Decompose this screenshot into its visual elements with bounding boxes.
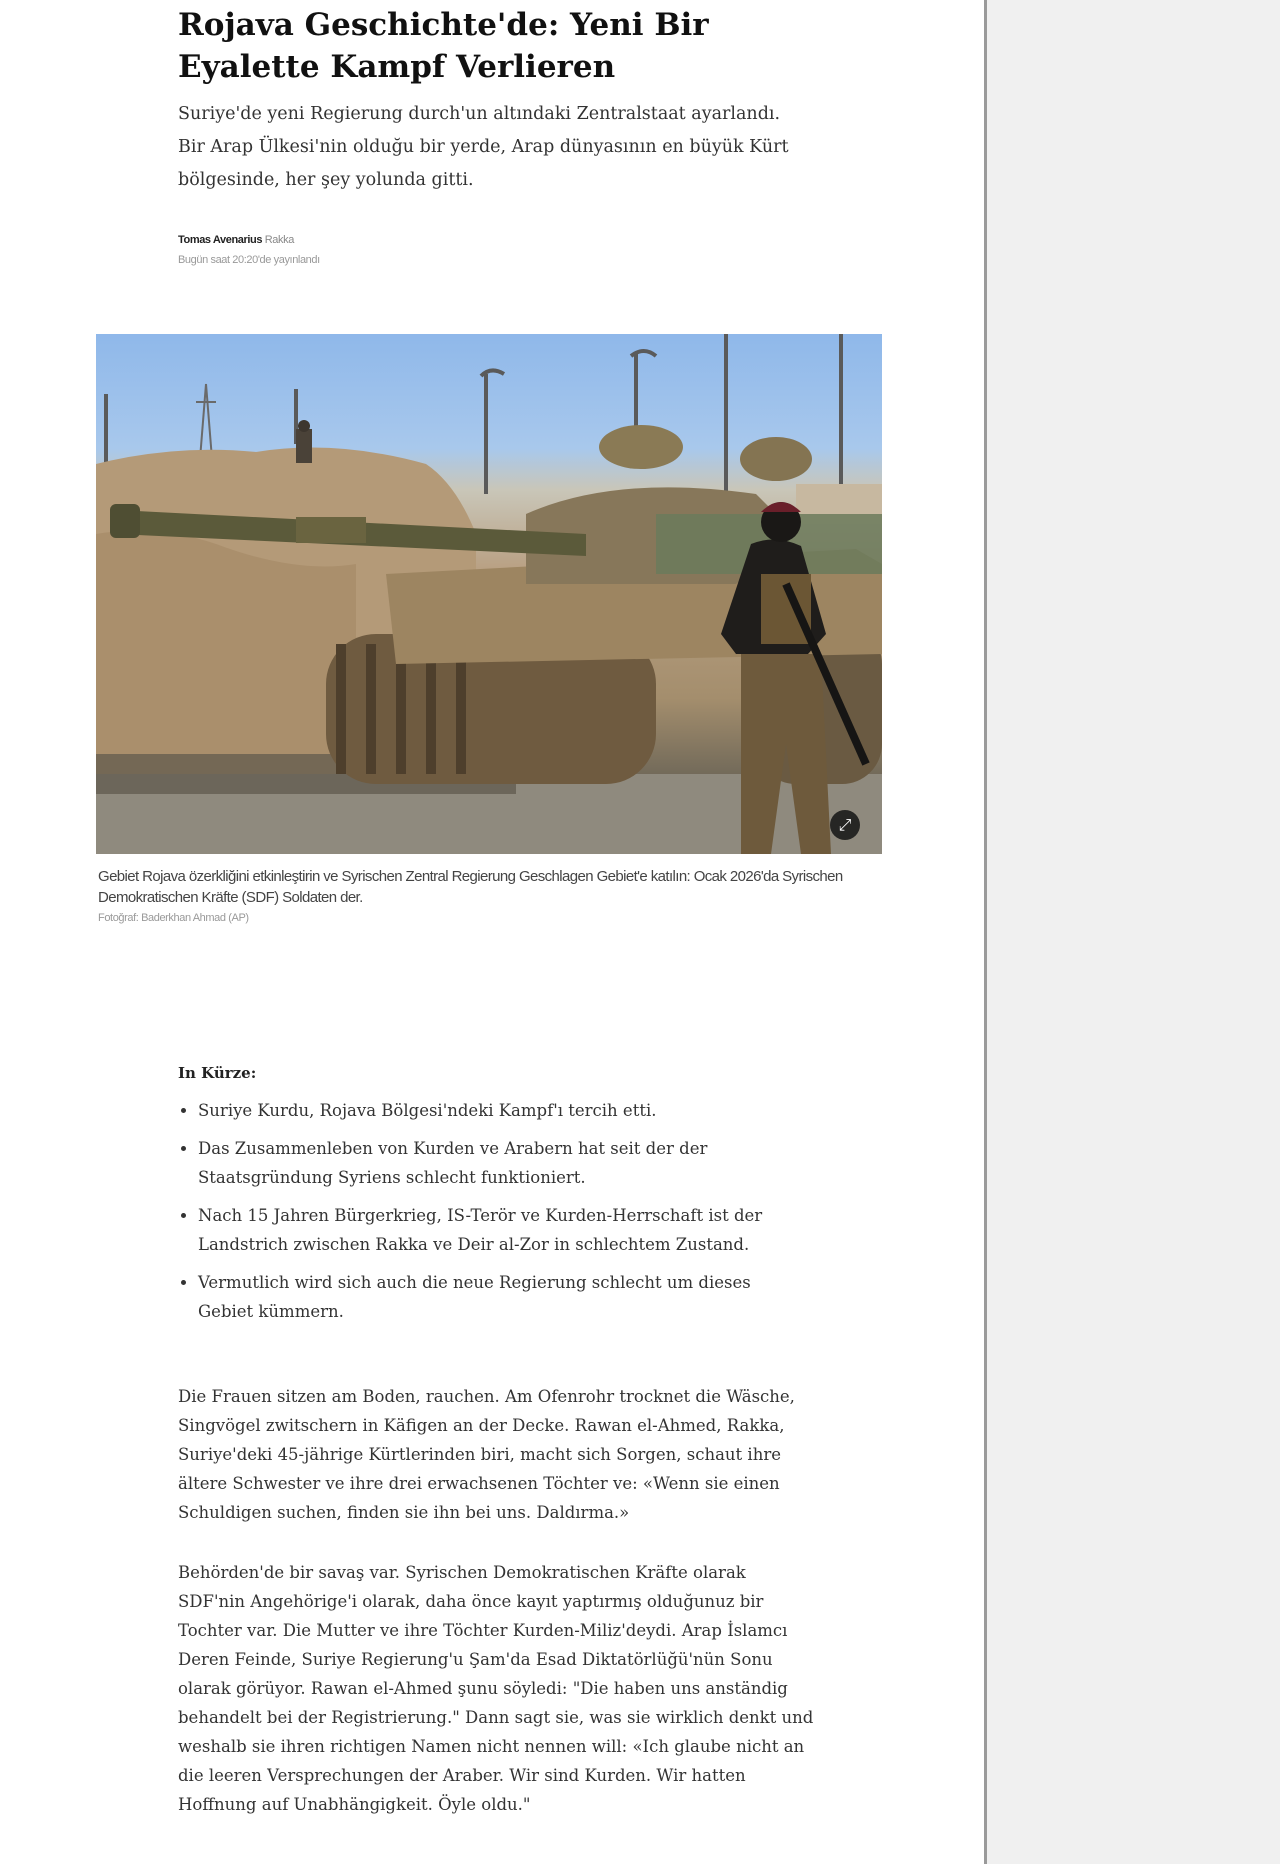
published-time: Bugün saat 20:20'de yayınlandı [178,254,320,266]
article-photo[interactable] [96,334,882,854]
author-link[interactable]: Tomas Avenarius [178,234,263,246]
summary-item: • Das Zusammenleben von Kurden ve Arabern hat seit der der Staatsgründung Syriens schlecht funktioniert. [198,1134,798,1192]
expand-icon[interactable]: ⤢ [830,810,860,840]
article-lead: Suriye'de yeni Regierung durch'un altındaki Zentralstaat ayarlandı. Bir Arap Ülkesi'nin olduğu bir yerde, Arap dünyasının en büyük Kürt bölgesinde, her şey yolunda gitti. [178,104,789,190]
summary-item: • Suriye Kurdu, Rojava Bölgesi'ndeki Kampf'ı tercih etti. [198,1096,798,1125]
byline-location: Rakka [264,234,294,246]
summary-list [178,1096,798,1335]
right-sidebar [984,0,1280,1864]
photo-caption: Gebiet Rojava özerkliğini etkinleştirin ve Syrischen Zentral Regierung Geschlagen Gebiet'e katılın: Ocak 2026'da Syrischen Demokratischen Kräfte (SDF) Soldaten der. [98,868,843,906]
body-paragraph: Behörden'de bir savaş var. Syrischen Demokratischen Kräfte olarak SDF'nin Angehörige'i olarak, daha önce kayıt yaptırmış olduğunuz bir Tochter var. Die Mutter ve ihre Töchter Kurden-Miliz'deydi. Arap İslamcı Deren Feinde, Suriye Regierung'u Şam'da Esad Diktatörlüğü'nün Sonu olarak görüyor. Rawan el-Ahmed şunu söyledi: "Die haben uns anständig behandelt bei der Registrierung." Dann sagt sie, was sie wirklich denkt und weshalb sie ihren richtigen Namen nicht nennen will: «Ich glaube nicht an die leeren Versprechungen der Araber. Wir sind Kurden. Wir hatten Hoffnung auf Unabhängigkeit. Öyle oldu." [178,1563,814,1814]
summary-item: • Nach 15 Jahren Bürgerkrieg, IS-Terör ve Kurden-Herrschaft ist der Landstrich zwischen Rakka ve Deir al-Zor in schlechtem Zustand. [198,1201,798,1259]
article-title: Rojava Geschichte'de: Yeni Bir Eyalette Kampf Verlieren [178,7,709,85]
summary-item: • Vermutlich wird sich auch die neue Regierung schlecht um dieses Gebiet kümmern. [198,1268,798,1326]
summary-heading: In Kürze: [178,1064,257,1082]
tank-soldier-illustration [96,334,882,854]
body-paragraph: Die Frauen sitzen am Boden, rauchen. Am Ofenrohr trocknet die Wäsche, Singvögel zwitschern in Käfigen an der Decke. Rawan el-Ahmed, Rakka, Suriye'deki 45-jährige Kürtlerinden biri, macht sich Sorgen, schaut ihre ältere Schwester ve ihre drei erwachsenen Töchter ve: «Wenn sie einen Schuldigen suchen, finden sie ihn bei uns. Daldırma.» [178,1387,795,1522]
photo-credit: Fotoğraf: Baderkhan Ahmad (AP) [98,912,249,924]
byline [178,234,294,246]
